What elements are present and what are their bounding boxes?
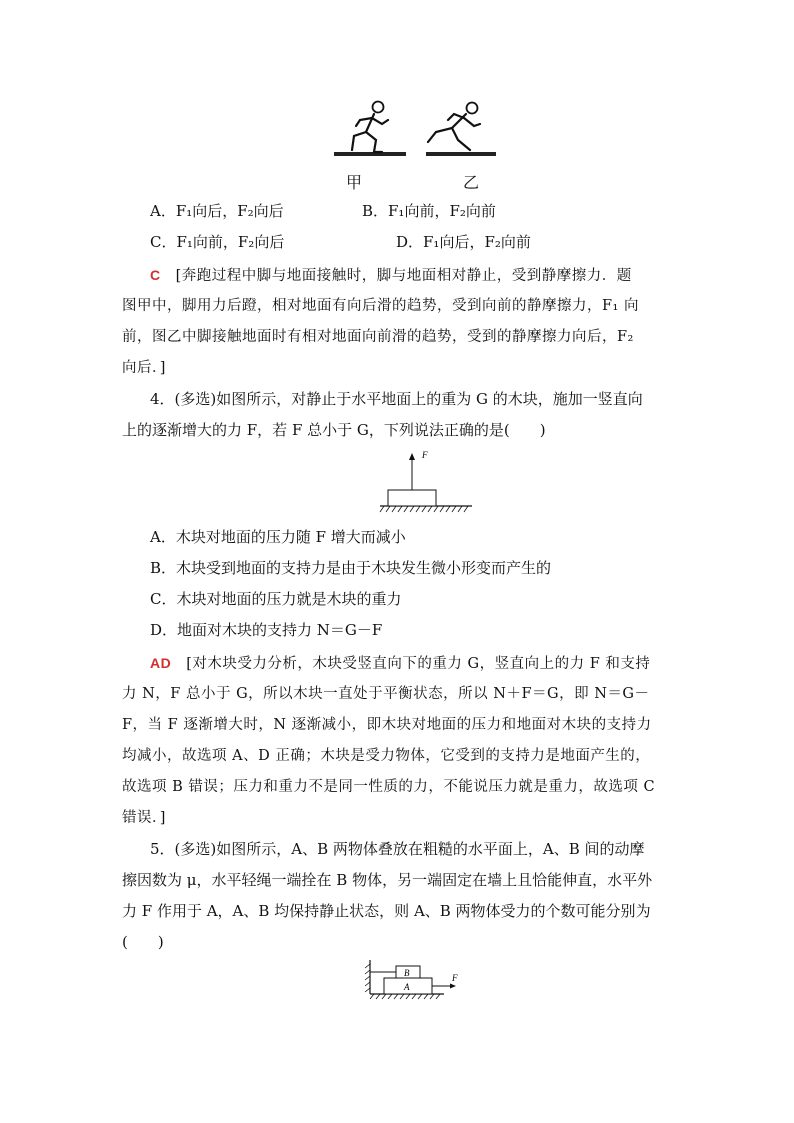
q3-explanation-line-3: 前，图乙中脚接触地面时有相对地面向前滑的趋势，受到的静摩擦力向后，F₂ <box>122 329 634 345</box>
q5-stem-line-1: 5．(多选)如图所示，A、B 两物体叠放在粗糙的水平面上，A、B 间的动摩 <box>150 840 645 858</box>
figure-label-right: 乙 <box>463 173 480 192</box>
wooden-block <box>388 490 436 506</box>
q3-option-c: C．F₁向前，F₂向后 <box>150 233 285 251</box>
q3-option-a: A．F₁向后，F₂向后 <box>150 202 284 220</box>
q4-option-c: C．木块对地面的压力就是木块的重力 <box>150 590 402 608</box>
q4-explanation-line-6: 错误．] <box>122 810 166 826</box>
runner-figure <box>330 96 500 166</box>
q4-explanation-line-5: 故选项 B 错误；压力和重力不是同一性质的力，不能说压力就是重力，故选项 C <box>122 779 656 795</box>
q4-option-b: B．木块受到地面的支持力是由于木块发生微小形变而产生的 <box>150 559 552 577</box>
q3-option-b: B．F₁向前，F₂向前 <box>362 202 496 220</box>
q4-option-d: D．地面对木块的支持力 N＝G－F <box>150 621 383 639</box>
q4-explanation-line-3: F，当 F 逐渐增大时，N 逐渐减小，即木块对地面的压力和地面对木块的支持力 <box>122 717 652 733</box>
block-a-label: A <box>404 982 410 992</box>
block-b-label: B <box>404 968 410 978</box>
figure-label-left: 甲 <box>346 173 363 192</box>
q3-explanation-line-1: C [奔跑过程中脚与地面接触时，脚与地面相对静止，受到静摩擦力．题 <box>150 267 632 284</box>
q3-explanation-line-2: 图甲中，脚用力后蹬，相对地面有向后滑的趋势，受到向前的静摩擦力，F₁ 向 <box>122 298 639 314</box>
q4-answer-letter: AD <box>150 655 172 671</box>
q4-explanation-line-4: 均减小，故选项 A、D 正确；木块是受力物体，它受到的支持力是地面产生的， <box>122 748 651 764</box>
q4-explanation-line-1: AD [对木块受力分析，木块受竖直向下的重力 G，竖直向上的力 F 和支持 <box>150 655 651 672</box>
block-figure <box>376 448 476 518</box>
q5-stem-line-4: ( ) <box>122 933 164 951</box>
q5-stem-line-3: 力 F 作用于 A，A、B 均保持静止状态，则 A、B 两物体受力的个数可能分别为 <box>122 902 651 920</box>
q3-answer-letter: C <box>150 267 161 283</box>
q3-explanation-line-4: 向后．] <box>122 360 166 376</box>
force-f-label: F <box>452 973 458 983</box>
force-label: F <box>422 450 428 460</box>
q5-stem-line-2: 擦因数为 μ，水平轻绳一端拴在 B 物体，另一端固定在墙上且恰能伸直，水平外 <box>122 871 653 889</box>
runner-right-icon <box>428 103 480 151</box>
q4-stem-line-1: 4．(多选)如图所示，对静止于水平地面上的重为 G 的木块，施加一竖直向 <box>150 390 643 408</box>
q4-stem-line-2: 上的逐渐增大的力 F，若 F 总小于 G，下列说法正确的是( ) <box>122 421 546 439</box>
q3-option-d: D．F₁向后，F₂向前 <box>396 233 531 251</box>
stacked-blocks-figure <box>362 956 472 1002</box>
q4-explanation-line-2: 力 N，F 总小于 G，所以木块一直处于平衡状态，所以 N＋F＝G，即 N＝G－ <box>122 686 650 702</box>
runner-left-icon <box>352 102 388 153</box>
q4-option-a: A．木块对地面的压力随 F 增大而减小 <box>150 528 406 546</box>
